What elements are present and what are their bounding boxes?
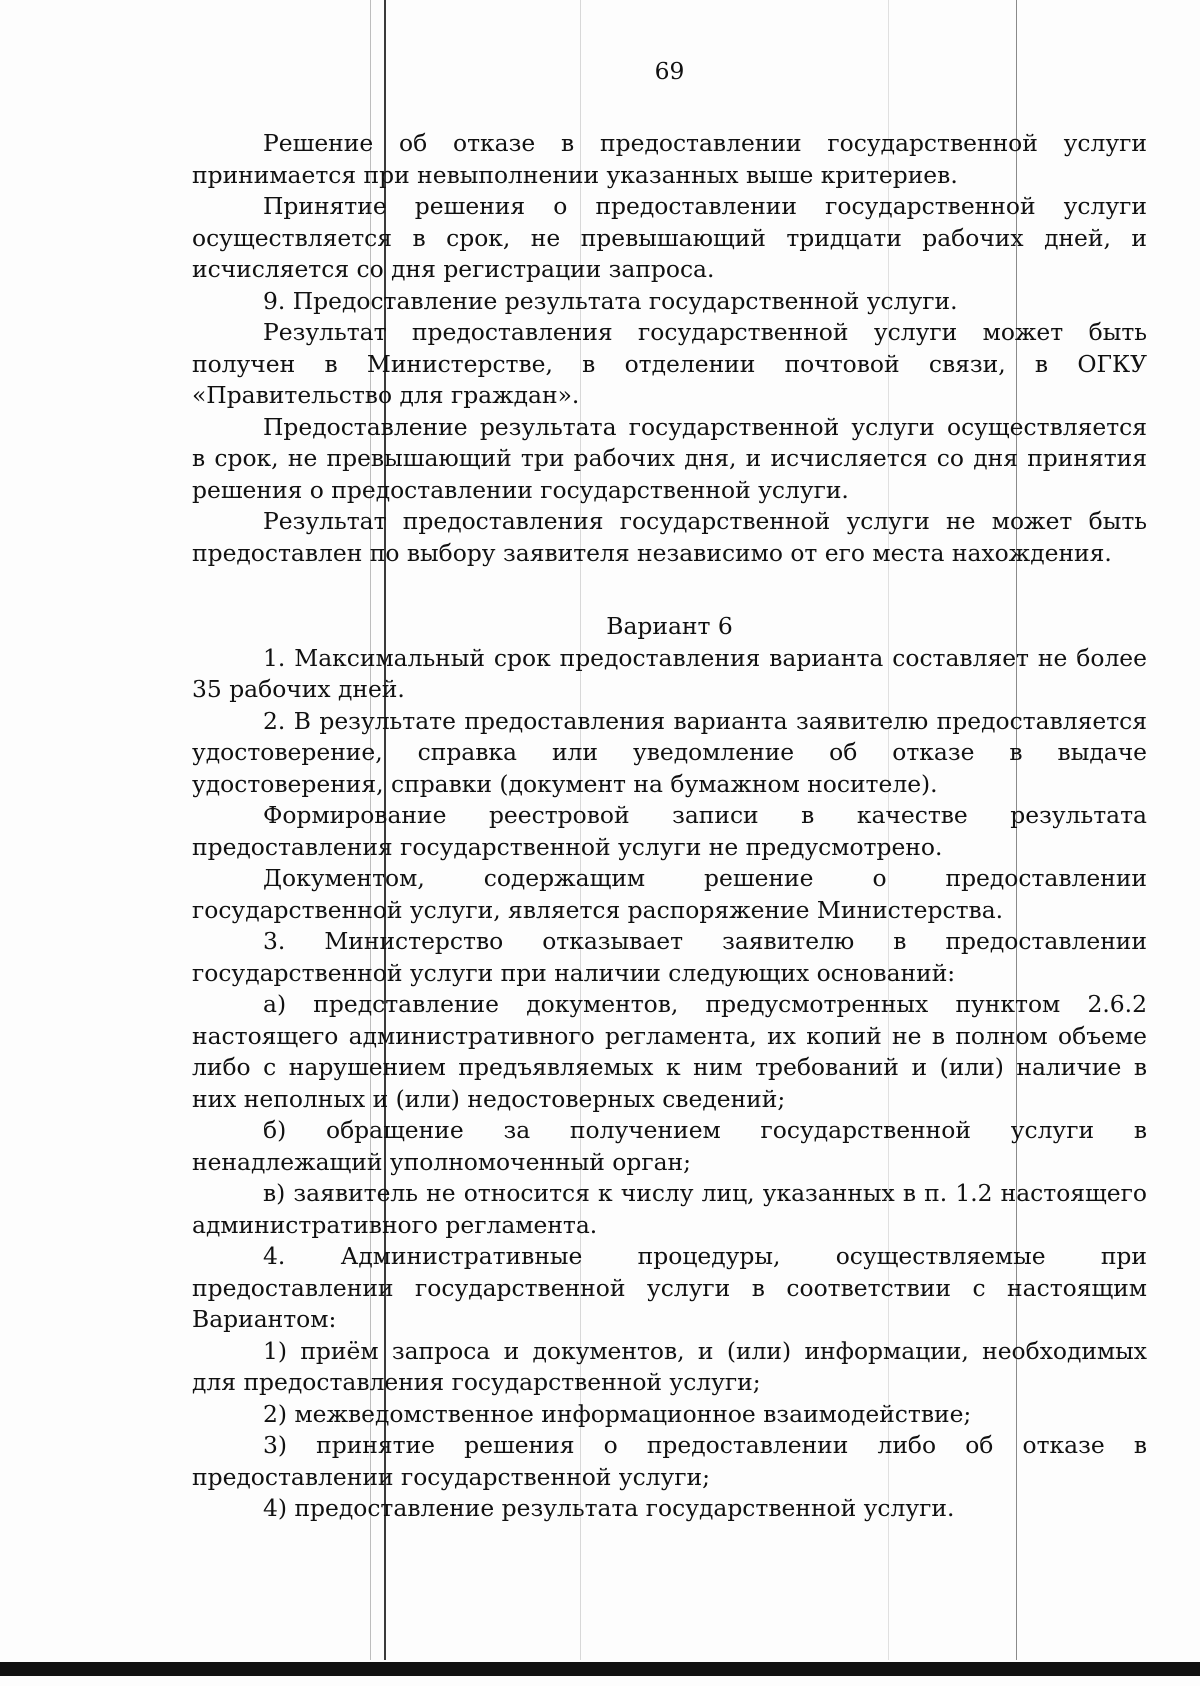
paragraph: 2. В результате предоставления варианта заявителю предоставляется удостоверение, справка или уведомление об отказе в выдаче удостоверения, справки (документ на бумажном носителе). [192,706,1147,798]
paragraph: в) заявитель не относится к числу лиц, указанных в п. 1.2 настоящего административного регламента. [192,1179,1147,1239]
paragraph: Принятие решения о предоставлении государственной услуги осуществляется в срок, не превышающий тридцати рабочих дней, и исчисляется со дня регистрации запроса. [192,192,1147,283]
page-number: 69 [654,57,685,85]
paragraph: Решение об отказе в предоставлении государственной услуги принимается при невыполнении указанных выше критериев. [192,129,1147,189]
paragraph: Документом, содержащим решение о предоставлении государственной услуги, является распоряжение Министерства. [192,864,1147,924]
paragraph: 9. Предоставление результата государственной услуги. [263,286,958,315]
paragraph: Предоставление результата государственной услуги осуществляется в срок, не превышающий три рабочих дня, и исчисляется со дня принятия решения о предоставлении государственной услуги. [192,412,1147,504]
paragraph: Формирование реестровой записи в качестве результата предоставления государственной услуги не предусмотрено. [192,801,1147,861]
paragraph: Результат предоставления государственной услуги может быть получен в Министерстве, в отделении почтовой связи, в ОГКУ «Правительство для граждан». [192,318,1147,409]
variant-heading: Вариант 6 [606,612,733,640]
paragraph: б) обращение за получением государственной услуги в ненадлежащий уполномоченный орган; [192,1116,1147,1176]
paragraph: 4. Административные процедуры, осуществляемые при предоставлении государственной услуги в соответствии с настоящим Вариантом: [192,1242,1147,1333]
paragraph: 3) принятие решения о предоставлении либо об отказе в предоставлении государственной услуги; [192,1431,1147,1491]
paragraph: 1. Максимальный срок предоставления варианта составляет не более 35 рабочих дней. [192,643,1147,703]
section-variant-6 [192,643,1147,1525]
paragraph: 2) межведомственное информационное взаимодействие; [263,1399,972,1428]
paragraph: 4) предоставление результата государственной услуги. [263,1494,955,1522]
paragraph: 3. Министерство отказывает заявителю в предоставлении государственной услуги при наличии следующих оснований: [192,927,1147,987]
document-body [192,54,1147,1525]
paragraph: а) представление документов, предусмотренных пунктом 2.6.2 настоящего административного регламента, их копий не в полном объеме либо с нарушением предъявляемых к ним требований и (или) наличие в них неполных и (или) недостоверных сведений; [192,990,1147,1113]
paragraph: Результат предоставления государственной услуги не может быть предоставлен по выбору заявителя независимо от его места нахождения. [192,507,1147,567]
section-result-provision [192,128,1147,569]
scan-bottom-border [0,1662,1200,1676]
paragraph: 1) приём запроса и документов, и (или) информации, необходимых для предоставления государственной услуги; [192,1336,1147,1396]
